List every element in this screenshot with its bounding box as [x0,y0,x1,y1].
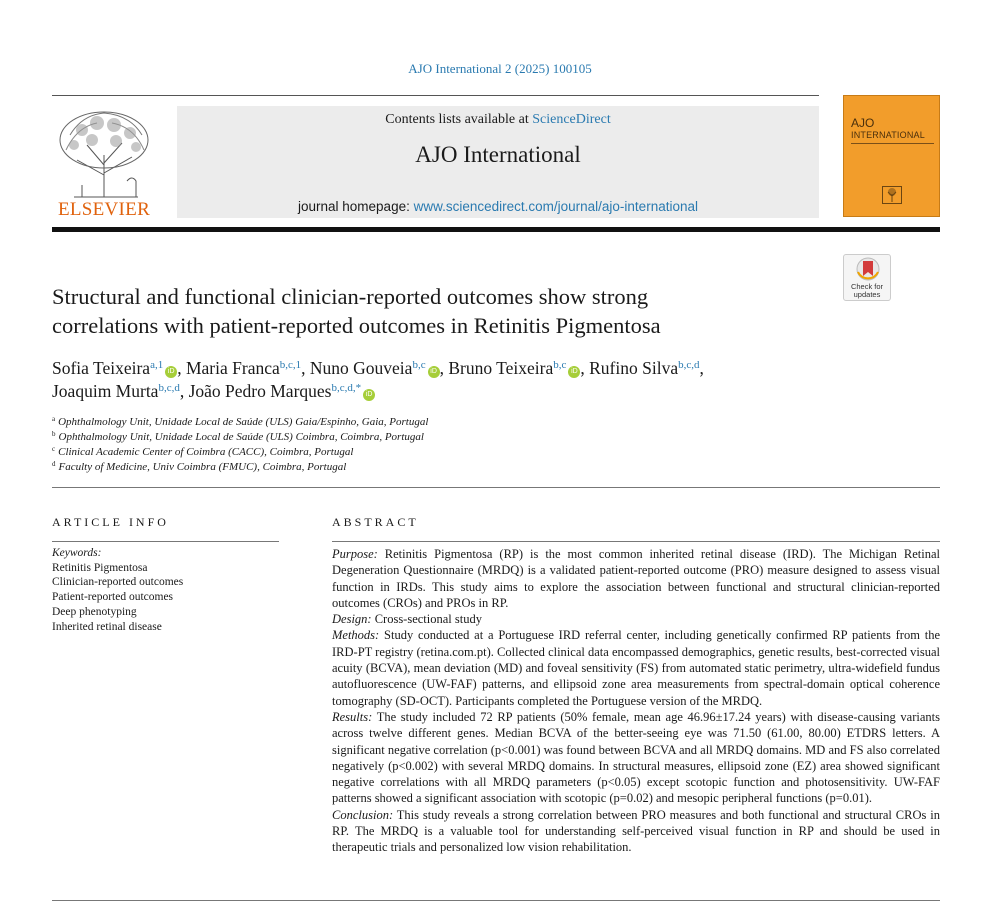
affiliations [52,415,428,475]
check-updates-label: Check for updates [850,282,884,299]
bottom-rule [52,900,940,901]
abstract-conclusion: Conclusion: This study reveals a strong correlation between PRO measures and both functional and structural CROs in RP. The MRDQ is a valuable tool for understanding self-perceived visual function in RP and should be used in therapeutic trials and personalized low vision rehabilitation. [332,807,940,855]
cover-title-1: AJO [851,116,875,130]
elsevier-wordmark: ELSEVIER [57,199,151,220]
journal-banner [177,106,819,218]
keywords-block [52,546,183,634]
journal-citation[interactable]: AJO International 2 (2025) 100105 [408,61,592,76]
author[interactable]: Joaquim Murta$^{b,c,d}$ [52,381,180,401]
keywords-label: Keywords: [52,547,102,559]
abstract-body [332,546,940,856]
article-info-rule [52,541,279,542]
header-thick-rule [52,227,940,232]
author[interactable]: Maria Franca$^{b,c,1}$ [185,358,302,378]
orcid-icon[interactable]: iD [165,366,177,378]
abstract-heading: ABSTRACT [332,515,419,529]
header-rule [52,95,819,96]
orcid-icon[interactable]: iD [363,389,375,401]
homepage-link[interactable]: www.sciencedirect.com/journal/ajo-international [413,199,698,214]
keyword: Patient-reported outcomes [52,591,174,604]
orcid-icon[interactable]: iD [568,366,580,378]
affiliation: $^b$ Ophthalmology Unit, Unidade Local de Saúde (ULS) Coimbra, Coimbra, Portugal [52,430,424,443]
check-for-updates-button[interactable] [843,254,891,301]
article-title: Structural and functional clinician-reported outcomes show strong correlations with patient-reported outcomes in Retinitis Pigmentosa [52,284,661,338]
abstract-results: Results: The study included 72 RP patients (50% female, mean age 46.96±17.24 years) with disease-causing variants across twelve different genes. Median BCVA of the better-seeing eye was 71.50 (61.00, 80.00) ETDRS letters. A significant negative correlation (p<0.001) was found between BCVA and all MRDQ domains. MD and FS also correlated negatively (p<0.002) with several MRDQ domains. In structural measures, ellipsoid zone (EZ) area showed significant negative correlations with all MRDQ parameters (p<0.05) except scotopic function and photosensitivity. UW-FAF patterns showed a significant association with scotopic (p=0.02) and mesopic peripheral functions (p=0.01). [332,709,940,806]
abstract-rule [332,541,940,542]
keyword: Clinician-reported outcomes [52,576,184,589]
abstract-design: Design: Cross-sectional study [332,612,482,627]
abstract-methods: Methods: Study conducted at a Portuguese IRD referral center, including genetically confirmed RP patients from the IRD-PT registry (retina.com.pt). Collected clinical data encompassed demographics, genetic results, best-corrected visual acuity (BCVA), mean deviation (MD) and foveal sensitivity (FS) from automated static perimetry, ultra-widefield fundus autofluorescence (UW-FAF) patterns, and ellipsoid zone area measurements from spectral-domain optical coherence tomography (SD-OCT). Participants completed the Portuguese version of the MRDQ. [332,628,940,708]
article-info-heading: ARTICLE INFO [52,515,169,529]
keyword: Inherited retinal disease [52,620,162,633]
author-list: Sofia Teixeira$^{a,1}$iD , Maria Franca$^{b,c,1}$, Nuno Gouveia$^{b,c}$iD , Bruno Teixeira$^{b,c}$iD , Rufino Silva$^{b,c,d}$, Joaquim Murta$^{b,c,d}$, João Pedro Marques$^{b,c,d,*}$iD [52,358,704,401]
keyword: Deep phenotyping [52,605,137,618]
abstract-purpose: Purpose: Retinitis Pigmentosa (RP) is the most common inherited retinal disease (IRD). The Michigan Retinal Degeneration Questionnaire (MRDQ) is a validated patient-reported outcome (PRO) measure designed to assess visual function in IRDs. This study aims to explore the association between functional and structural clinician-reported outcomes (CROs) and PROs in RP. [332,547,940,610]
orcid-icon[interactable]: iD [428,366,440,378]
journal-cover[interactable] [843,95,940,217]
contents-line: Contents lists available at ScienceDirect [385,112,611,127]
cover-elsevier-icon [882,186,902,204]
cover-title-2: INTERNATIONAL [851,130,925,140]
author[interactable]: Rufino Silva$^{b,c,d}$ [589,358,700,378]
affiliation: $^c$ Clinical Academic Center of Coimbra (CACC), Coimbra, Portugal [52,445,354,458]
homepage-line: journal homepage: www.sciencedirect.com/journal/ajo-international [298,199,698,214]
keyword: Retinitis Pigmentosa [52,561,148,574]
author[interactable]: Nuno Gouveia$^{b,c}$iD [310,358,440,378]
author[interactable]: Sofia Teixeira$^{a,1}$iD [52,358,177,378]
journal-name: AJO International [415,142,581,167]
affiliation: $^a$ Ophthalmology Unit, Unidade Local de Saúde (ULS) Gaia/Espinho, Gaia, Portugal [52,415,429,428]
section-rule [52,487,940,488]
author[interactable]: João Pedro Marques$^{b,c,d,*}$iD [189,381,376,401]
affiliation: $^d$ Faculty of Medicine, Univ Coimbra (FMUC), Coimbra, Portugal [52,460,347,473]
author[interactable]: Bruno Teixeira$^{b,c}$iD [448,358,580,378]
sciencedirect-link[interactable]: ScienceDirect [532,112,611,127]
cover-rule [851,143,934,144]
check-updates-icon [844,255,892,283]
